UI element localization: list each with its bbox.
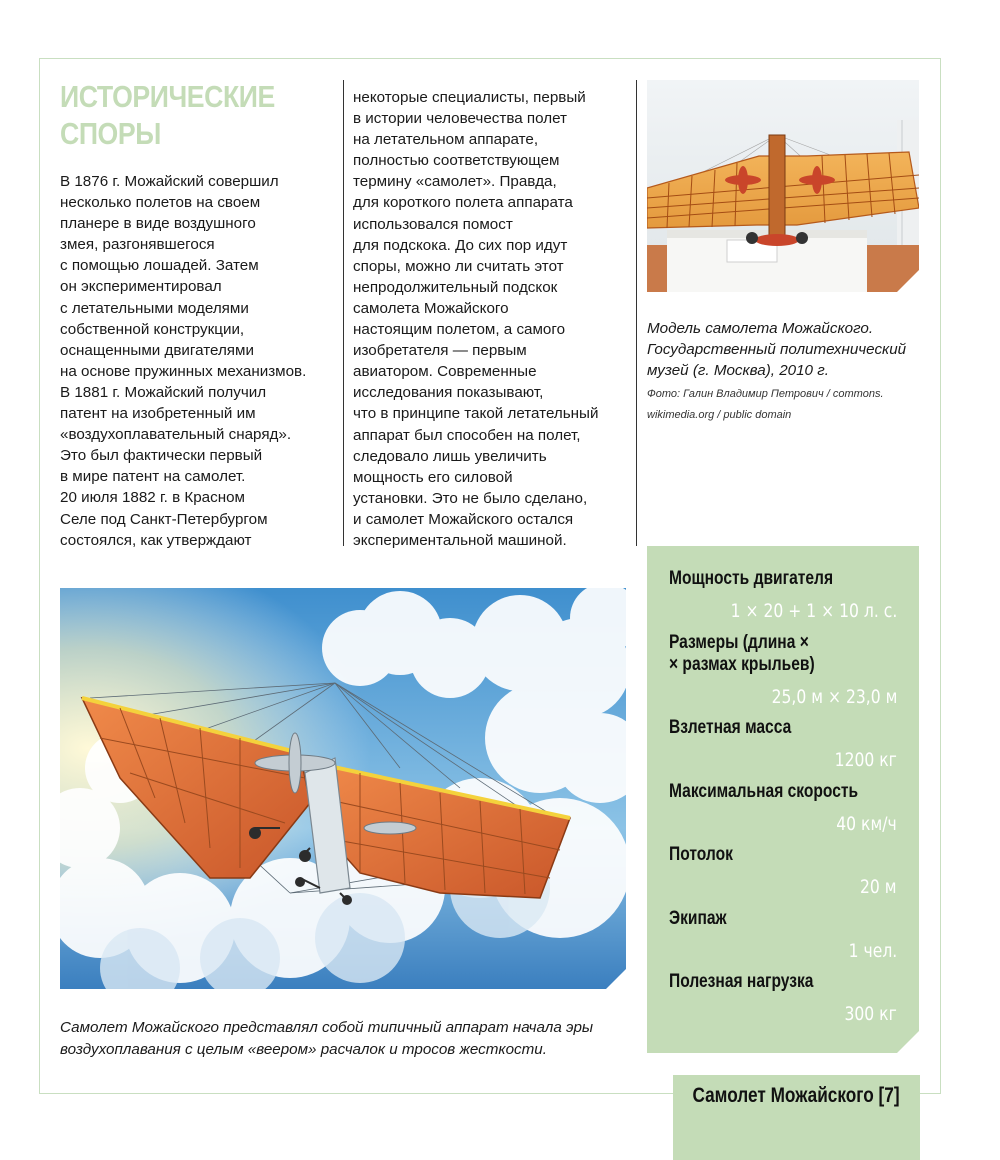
- footer-title: Самолет Можайского [7]: [692, 1084, 900, 1107]
- text-line: с помощью лошадей. Затем: [60, 257, 259, 275]
- text-line: в мире патент на самолет.: [60, 468, 246, 486]
- spec-label: Максимальная скорость: [669, 781, 859, 802]
- spec-value: 300 кг: [844, 1003, 897, 1025]
- spec-label: Потолок: [669, 844, 733, 865]
- spec-value: 20 м: [860, 876, 897, 898]
- spec-value: 1 × 20 + 1 × 10 л. с.: [730, 600, 897, 622]
- text-line: оснащенными двигателями: [60, 341, 254, 359]
- spec-label: Полезная нагрузка: [669, 971, 814, 992]
- specs-panel: [647, 546, 919, 1053]
- text-line: Это был фактически первый: [60, 447, 263, 465]
- text-line: некоторые специалисты, первый: [353, 89, 586, 106]
- text-line: установки. Это не было сделано,: [353, 489, 588, 507]
- caption-line: Модель самолета Можайского.: [647, 320, 874, 337]
- column-divider: [636, 80, 637, 546]
- footer-title-box: [673, 1075, 920, 1160]
- text-line: состоялся, как утверждают: [60, 531, 252, 549]
- text-line: на основе пружинных механизмов.: [60, 362, 307, 380]
- text-line: термину «самолет». Правда,: [353, 173, 557, 191]
- text-line: в истории человечества полет: [353, 110, 567, 128]
- text-column-2: [353, 87, 625, 551]
- spec-label: Размеры (длина × × размах крыльев): [669, 632, 815, 675]
- text-line: аппарат был способен на полет,: [353, 426, 581, 444]
- text-line: непродолжительный подскок: [353, 278, 558, 296]
- spec-label: Взлетная масса: [669, 717, 792, 738]
- text-line: изобретателя — первым: [353, 342, 527, 360]
- caption-line: Государственный политехнический: [647, 341, 907, 358]
- text-line: несколько полетов на своем: [60, 194, 261, 212]
- text-line: для короткого полета аппарата: [353, 194, 573, 212]
- text-line: мощность его силовой: [353, 468, 513, 486]
- text-line: Селе под Санкт-Петербургом: [60, 510, 268, 528]
- text-line: планере в виде воздушного: [60, 215, 256, 233]
- text-line: для подскока. До сих пор идут: [353, 236, 568, 254]
- text-line: собственной конструкции,: [60, 320, 245, 338]
- text-line: использовался помост: [353, 215, 513, 233]
- column-divider: [343, 80, 344, 546]
- caption-line: воздухоплавания с целым «веером» расчалок и тросов жесткости.: [60, 1041, 547, 1058]
- spec-value: 40 км/ч: [836, 813, 897, 835]
- spec-label: Мощность двигателя: [669, 568, 834, 589]
- text-line: что в принципе такой летательный: [353, 405, 599, 423]
- text-line: авиатором. Современные: [353, 363, 537, 381]
- heading-line: СПОРЫ: [60, 116, 161, 151]
- spec-label: Экипаж: [669, 908, 727, 929]
- text-line: «воздухоплавательный снаряд».: [60, 426, 292, 444]
- text-line: он экспериментировал: [60, 278, 222, 296]
- text-line: полностью соответствующем: [353, 152, 560, 170]
- model-photo: [647, 80, 919, 292]
- credit-line: Фото: Галин Владимир Петрович / commons.: [647, 388, 884, 400]
- credit-line: wikimedia.org / public domain: [647, 409, 792, 421]
- text-line: с летательными моделями: [60, 299, 249, 317]
- text-line: самолета Можайского: [353, 299, 509, 317]
- caption-line: музей (г. Москва), 2010 г.: [647, 362, 829, 379]
- text-column-1: [60, 171, 332, 551]
- text-line: В 1881 г. Можайский получил: [60, 383, 267, 401]
- heading-line: ИСТОРИЧЕСКИЕ: [60, 79, 275, 114]
- text-line: споры, можно ли считать этот: [353, 257, 564, 275]
- text-line: настоящим полетом, а самого: [353, 321, 566, 339]
- text-line: В 1876 г. Можайский совершил: [60, 173, 279, 190]
- illustration-caption: [60, 1017, 620, 1061]
- text-line: патент на изобретенный им: [60, 405, 256, 423]
- spec-value: 25,0 м × 23,0 м: [771, 686, 897, 708]
- section-heading: [60, 78, 284, 152]
- text-line: следовало лишь увеличить: [353, 447, 547, 465]
- text-line: змея, разгонявшегося: [60, 236, 215, 254]
- text-line: экспериментальной машиной.: [353, 531, 567, 549]
- spec-value: 1200 кг: [834, 749, 897, 771]
- text-line: на летательном аппарате,: [353, 131, 539, 149]
- photo-caption: [647, 318, 932, 381]
- spec-value: 1 чел.: [848, 940, 897, 962]
- aircraft-illustration: [60, 588, 626, 989]
- photo-credit: [647, 384, 932, 426]
- text-line: и самолет Можайского остался: [353, 510, 574, 528]
- text-line: 20 июля 1882 г. в Красном: [60, 489, 245, 507]
- caption-line: Самолет Можайского представлял собой типичный аппарат начала эры: [60, 1019, 594, 1036]
- text-line: исследования показывают,: [353, 384, 544, 402]
